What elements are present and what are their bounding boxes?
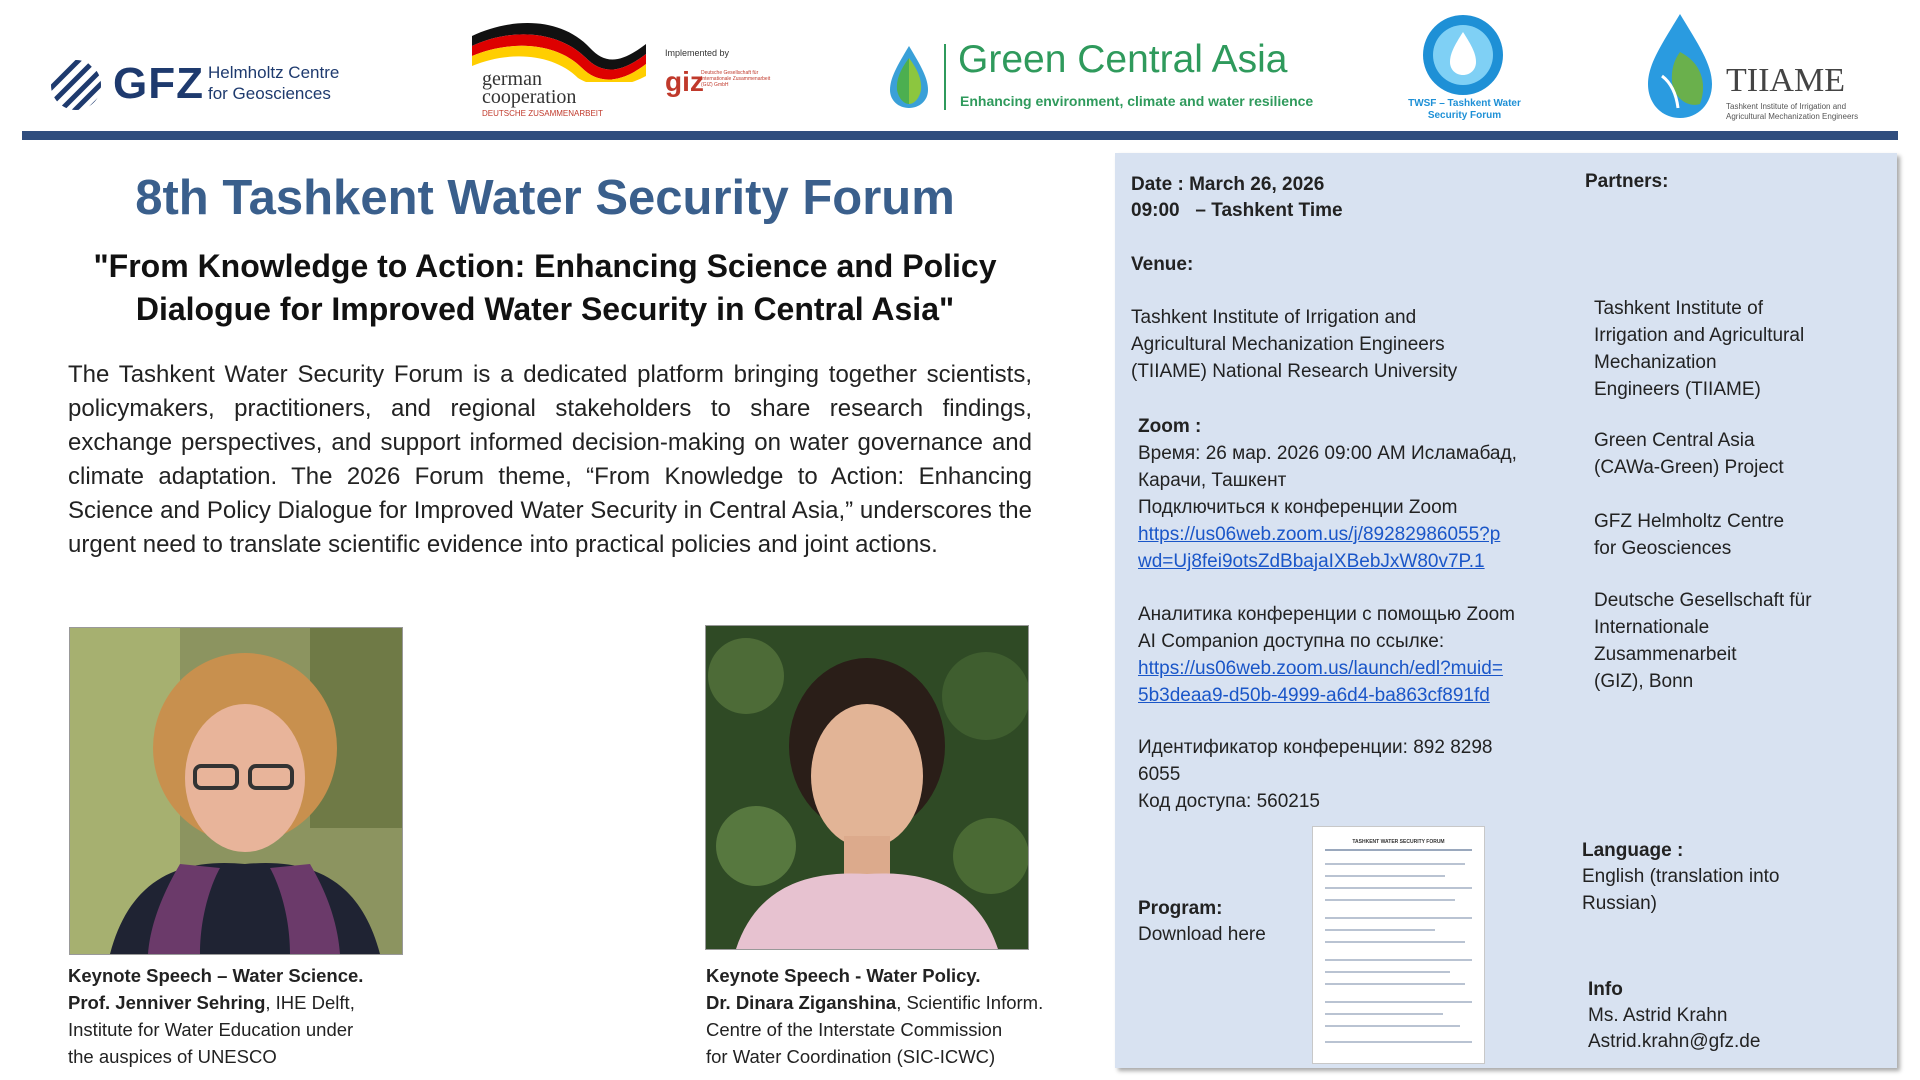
subtitle-line-1: "From Knowledge to Action: Enhancing Science and Policy — [93, 248, 997, 284]
partner-1-line-1: Tashkent Institute of — [1594, 298, 1763, 319]
giz-full: Deutsche Gesellschaft für Internationale Zusammenarbeit (GIZ) GmbH — [701, 70, 771, 88]
partner-3 — [1594, 508, 1784, 562]
ai-link-2[interactable]: 5b3deaa9-d50b-4999-a6d4-ba863cf891fd — [1138, 685, 1490, 706]
speaker-2-photo — [705, 625, 1029, 950]
partner-4-line-4: (GIZ), Bonn — [1594, 671, 1694, 692]
tiiame-logo — [1640, 12, 1865, 124]
partner-3-line-1: GFZ Helmholtz Centre — [1594, 511, 1785, 532]
partner-1-line-3: Mechanization — [1594, 352, 1717, 373]
language-line-1: English (translation into — [1582, 866, 1780, 887]
doc-line — [1325, 917, 1472, 919]
partner-2 — [1594, 427, 1784, 481]
gfz-line2: for Geosciences — [208, 84, 331, 103]
doc-line — [1325, 941, 1465, 943]
partner-4-line-1: Deutsche Gesellschaft für — [1594, 590, 1812, 611]
speaker-2-name: Dr. Dinara Ziganshina — [706, 992, 897, 1013]
partners-label: Partners: — [1585, 171, 1669, 192]
passcode: Код доступа: 560215 — [1138, 791, 1320, 812]
zoom-link[interactable] — [1138, 521, 1517, 575]
doc-line — [1325, 1041, 1472, 1043]
venue-line-3: (TIIAME) National Research University — [1131, 361, 1458, 382]
ai-companion — [1138, 601, 1515, 709]
zoom-link-2[interactable]: wd=Uj8fei9otsZdBbajaIXBebJxW80v7P.1 — [1138, 551, 1485, 572]
header-rule — [22, 131, 1898, 140]
zoom-details — [1138, 440, 1517, 575]
doc-line — [1325, 875, 1445, 877]
ai-link[interactable] — [1138, 655, 1515, 709]
gca-divider — [944, 44, 946, 110]
speaker-1-photo — [69, 627, 403, 955]
venue-label: Venue: — [1131, 254, 1194, 275]
speaker-1-affil-2: Institute for Water Education under — [68, 1019, 354, 1040]
zoom-label: Zoom : — [1138, 416, 1202, 437]
zoom-connect: Подключиться к конференции Zoom — [1138, 497, 1458, 518]
ai-link-1[interactable]: https://us06web.zoom.us/launch/edl?muid= — [1138, 658, 1503, 679]
gc-line1: german — [482, 68, 542, 90]
giz-abbr: giz — [665, 66, 704, 97]
zoom-link-1[interactable]: https://us06web.zoom.us/j/89282986055?p — [1138, 524, 1501, 545]
twsf-caption-2: Security Forum — [1427, 110, 1502, 121]
subtitle-line-2: Dialogue for Improved Water Security in Central Asia" — [135, 291, 955, 327]
portrait-1-icon — [70, 628, 402, 954]
tiiame-name: TIIAME — [1726, 62, 1845, 99]
speaker-2-affil-3: for Water Coordination (SIC-ICWC) — [706, 1046, 996, 1067]
ai-line-2: AI Companion доступна по ссылке: — [1138, 631, 1445, 652]
gfz-logo — [50, 55, 350, 115]
contact-email[interactable]: Astrid.krahn@gfz.de — [1588, 1031, 1761, 1052]
program-download-link[interactable]: Download here — [1138, 924, 1266, 945]
partner-1-line-2: Irrigation and Agricultural — [1594, 325, 1805, 346]
speaker-1-name-line — [68, 989, 488, 1016]
doc-title: TASHKENT WATER SECURITY FORUM — [1352, 839, 1445, 845]
info-label: Info — [1588, 979, 1623, 1000]
subtitle — [60, 245, 1030, 331]
water-drop-ring-icon — [1420, 12, 1506, 98]
language-line-2: Russian) — [1582, 893, 1657, 914]
venue-line-2: Agricultural Mechanization Engineers — [1131, 334, 1445, 355]
doc-line — [1325, 959, 1472, 961]
program-thumbnail[interactable] — [1312, 826, 1485, 1064]
doc-line — [1325, 863, 1465, 865]
tiiame-full-1: Tashkent Institute of Irrigation and — [1726, 102, 1847, 111]
giz-logo — [665, 48, 785, 103]
partner-2-line-2: (CAWa-Green) Project — [1594, 457, 1784, 478]
meeting-id-1: Идентификатор конференции: 892 8298 — [1138, 737, 1493, 758]
partner-4 — [1594, 587, 1812, 695]
doc-line — [1325, 971, 1450, 973]
tiiame-full-2: Agricultural Mechanization Engineers — [1726, 112, 1859, 121]
doc-line — [1325, 929, 1435, 931]
speaker-2-heading: Keynote Speech - Water Policy. — [706, 965, 981, 986]
twsf-caption-1: TWSF – Tashkent Water — [1408, 98, 1521, 109]
doc-line — [1325, 1001, 1472, 1003]
partner-2-line-1: Green Central Asia — [1594, 430, 1755, 451]
speaker-1-affil-1: , IHE Delft, — [265, 992, 355, 1013]
program-label: Program: — [1138, 898, 1223, 919]
contact-name: Ms. Astrid Krahn — [1588, 1005, 1728, 1026]
doc-line — [1325, 899, 1455, 901]
ai-line-1: Аналитика конференции с помощью Zoom — [1138, 604, 1516, 625]
giz-implemented-by: Implemented by — [665, 48, 730, 58]
speaker-2-affil-2: Centre of the Interstate Commission — [706, 1019, 1003, 1040]
gfz-abbr: GFZ — [113, 59, 204, 108]
partner-3-line-2: for Geosciences — [1594, 538, 1732, 559]
venue-line-1: Tashkent Institute of Irrigation and — [1131, 307, 1417, 328]
zoom-time-1: Время: 26 мар. 2026 09:00 AM Исламабад, — [1138, 443, 1517, 464]
partner-4-line-3: Zusammenarbeit — [1594, 644, 1737, 665]
event-time: 09:00 – Tashkent Time — [1131, 200, 1343, 221]
speaker-2-caption — [706, 962, 1126, 1070]
gfz-stripes-icon — [50, 59, 102, 111]
event-date: Date : March 26, 2026 — [1131, 174, 1325, 195]
doc-line — [1325, 1013, 1443, 1015]
gfz-line1: Helmholtz Centre — [208, 63, 340, 82]
partner-1-line-4: Engineers (TIIAME) — [1594, 379, 1761, 400]
zoom-time-2: Карачи, Ташкент — [1138, 470, 1287, 491]
page-title: 8th Tashkent Water Security Forum — [135, 171, 955, 225]
doc-line — [1325, 1025, 1460, 1027]
speaker-1-caption — [68, 962, 488, 1070]
speaker-1-heading: Keynote Speech – Water Science. — [68, 965, 364, 986]
speaker-2-name-line — [706, 989, 1126, 1016]
doc-rule — [1325, 849, 1472, 851]
venue-text — [1131, 304, 1457, 385]
doc-line — [1325, 887, 1472, 889]
speaker-1-affil-3: the auspices of UNESCO — [68, 1046, 277, 1067]
german-cooperation-logo — [470, 18, 650, 118]
partner-4-line-2: Internationale — [1594, 617, 1710, 638]
meeting-credentials — [1138, 734, 1492, 815]
speaker-2-affil-1: , Scientific Inform. — [896, 992, 1044, 1013]
language-label: Language : — [1582, 840, 1684, 861]
gca-name: Green Central Asia — [958, 38, 1288, 81]
portrait-2-icon — [706, 626, 1028, 949]
twsf-logo — [1400, 12, 1525, 122]
leaf-drop-icon — [888, 44, 930, 110]
green-central-asia-logo — [888, 38, 1314, 118]
meeting-id-2: 6055 — [1138, 764, 1181, 785]
language-value — [1582, 863, 1780, 917]
gc-line2: cooperation — [482, 86, 577, 108]
drop-leaf-icon — [1640, 12, 1720, 122]
gc-line3: DEUTSCHE ZUSAMMENARBEIT — [482, 109, 603, 118]
partner-1 — [1594, 295, 1804, 403]
intro-paragraph: The Tashkent Water Security Forum is a dedicated platform bringing together scientists, policymakers, practitioners, and regional stakeholders to share research findings, exchange perspectives, and support informed decision-making on water governance and climate adaptation. The 2026 Forum theme, “From Knowledge to Action: Enhancing Science and Policy Dialogue for Improved Water Security in Central Asia,” underscores the urgent need to translate scientific evidence into practical policies and joint actions. — [68, 361, 1032, 558]
gca-tagline: Enhancing environment, climate and water resilience — [960, 93, 1314, 109]
speaker-1-name: Prof. Jenniver Sehring — [68, 992, 266, 1013]
doc-line — [1325, 983, 1465, 985]
